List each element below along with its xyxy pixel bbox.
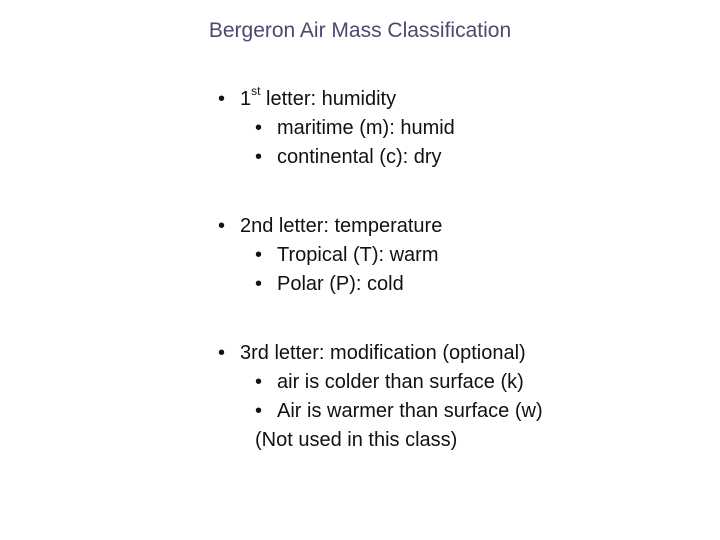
group-note: (Not used in this class) [255, 429, 458, 451]
bullet-icon: • [218, 342, 226, 364]
bullet-icon: • [218, 215, 226, 237]
sub-item-text: continental (c): dry [277, 146, 442, 168]
bullet-icon: • [255, 273, 263, 295]
heading-superscript: st [251, 84, 261, 99]
bullet-icon: • [255, 371, 263, 393]
bullet-icon: • [255, 400, 263, 422]
slide-title: Bergeron Air Mass Classification [208, 19, 512, 42]
sub-item-text: Tropical (T): warm [277, 244, 439, 266]
heading-text: 2nd letter: temperature [240, 215, 443, 237]
sub-item-text: Air is warmer than surface (w) [277, 400, 543, 422]
sub-item-text: maritime (m): humid [277, 117, 455, 139]
sub-item [255, 116, 455, 140]
bullet-icon: • [255, 244, 263, 266]
heading-text: letter: humidity [260, 88, 397, 110]
sub-item-text: air is colder than surface (k) [277, 371, 524, 393]
heading-text: 3rd letter: modification (optional) [240, 342, 526, 364]
sub-item [255, 272, 404, 296]
sub-item [255, 370, 524, 394]
sub-item [255, 399, 543, 423]
sub-item-text: Polar (P): cold [277, 273, 404, 295]
sub-item [255, 243, 438, 267]
group-heading [218, 214, 442, 238]
bullet-icon: • [255, 146, 263, 168]
group-heading [218, 84, 397, 111]
bullet-icon: • [255, 117, 263, 139]
sub-item [255, 145, 442, 169]
heading-prefix: 1 [240, 88, 252, 110]
bullet-icon: • [218, 88, 226, 110]
group-heading [218, 341, 526, 365]
